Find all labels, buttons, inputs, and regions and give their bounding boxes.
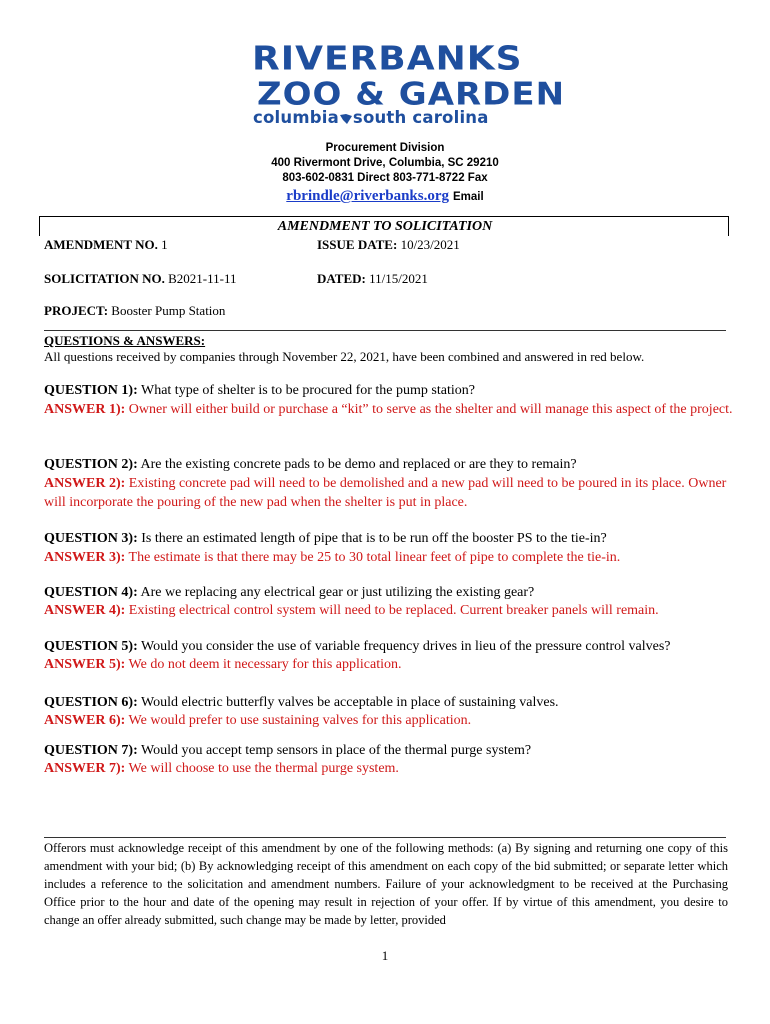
question-1-text: What type of shelter is to be procured for the pump station? xyxy=(140,383,475,398)
amendment-no-value: 1 xyxy=(161,237,168,252)
logo-city: columbia xyxy=(253,108,339,127)
answer-5-text: We do not deem it necessary for this application. xyxy=(128,657,402,672)
answer-5-label: ANSWER 5): xyxy=(44,657,126,672)
question-7-label: QUESTION 7): xyxy=(44,743,138,758)
qa-intro: All questions received by companies through November 22, 2021, have been combined and answered in red below. xyxy=(44,349,645,364)
dated-label: DATED: xyxy=(317,271,366,286)
email-link[interactable]: rbrindle@riverbanks.org xyxy=(286,188,449,204)
answer-2-text: Existing concrete pad will need to be demolished and a new pad will need to be poured in its place. Owner will incorporate the pouring of the new pad when the shelter is put in place. xyxy=(44,476,727,510)
question-1 xyxy=(44,382,475,400)
answer-4-label: ANSWER 4): xyxy=(44,603,126,618)
answer-6-label: ANSWER 6): xyxy=(44,713,126,728)
logo-zoo-garden: ZOO & GARDEN xyxy=(257,76,566,113)
answer-3-text: The estimate is that there may be 25 to 30 total linear feet of pipe to complete the tie-in. xyxy=(128,550,621,565)
question-5-label: QUESTION 5): xyxy=(44,639,138,654)
divider-top xyxy=(44,330,726,331)
question-3-label: QUESTION 3): xyxy=(44,531,138,546)
dated xyxy=(317,271,428,287)
answer-2 xyxy=(44,474,734,512)
procurement-division: Procurement Division xyxy=(325,142,445,154)
question-4-label: QUESTION 4): xyxy=(44,585,138,600)
answer-5 xyxy=(44,655,734,674)
logo-state: south carolina xyxy=(352,108,489,127)
question-5 xyxy=(44,638,671,656)
answer-1-text: Owner will either build or purchase a “kit” to serve as the shelter and will manage this aspect of the project. xyxy=(128,402,733,417)
answer-7-label: ANSWER 7): xyxy=(44,761,126,776)
email-line xyxy=(0,187,770,205)
project-label: PROJECT: xyxy=(44,303,109,318)
phone-fax: 803-602-0831 Direct 803-771-8722 Fax xyxy=(282,172,488,184)
solicitation-no-value: B2021-11-11 xyxy=(168,271,237,286)
answer-2-label: ANSWER 2): xyxy=(44,476,126,491)
logo-riverbanks: RIVERBANKS xyxy=(252,40,523,78)
solicitation-no xyxy=(44,271,237,287)
project xyxy=(44,303,225,319)
question-6-text: Would electric butterfly valves be acceptable in place of sustaining valves. xyxy=(140,695,559,710)
logo-location xyxy=(253,108,489,127)
question-2-label: QUESTION 2): xyxy=(44,457,138,472)
question-7-text: Would you accept temp sensors in place of the thermal purge system? xyxy=(140,743,532,758)
question-3 xyxy=(44,530,607,548)
answer-4-text: Existing electrical control system will need to be replaced. Current breaker panels will remain. xyxy=(128,603,659,618)
question-3-text: Is there an estimated length of pipe that is to be run off the booster PS to the tie-in? xyxy=(141,531,607,546)
answer-6-text: We would prefer to use sustaining valves for this application. xyxy=(128,713,472,728)
answer-1 xyxy=(44,400,734,419)
question-7 xyxy=(44,742,531,760)
answer-3-label: ANSWER 3): xyxy=(44,550,126,565)
answer-1-label: ANSWER 1): xyxy=(44,402,126,417)
answer-7 xyxy=(44,759,734,778)
issue-date xyxy=(317,237,460,253)
project-value: Booster Pump Station xyxy=(111,303,226,318)
amendment-no-label: AMENDMENT NO. xyxy=(44,237,158,252)
divider-bottom xyxy=(44,837,726,838)
question-5-text: Would you consider the use of variable frequency drives in lieu of the pressure control valves? xyxy=(140,639,671,654)
question-4 xyxy=(44,584,534,602)
acknowledgment-text: Offerors must acknowledge receipt of this amendment by one of the following methods: (a) By signing and returning one copy of this amendment with your bid; (b) By acknowledging receipt of this amendment on each copy of the bid submitted; or separate letter which includes a reference to the solicitation and amendment numbers. Failure of your acknowledgment to be received at the Purchasing Office prior to the hour and date of the opening may result in rejection of your offer. If by virtue of this amendment, you desire to change an offer already submitted, such change may be made by letter, provided xyxy=(44,841,728,927)
amendment-title: AMENDMENT TO SOLICITATION xyxy=(277,219,493,234)
issue-date-label: ISSUE DATE: xyxy=(317,237,398,252)
amendment-no xyxy=(44,237,168,253)
email-label: Email xyxy=(453,191,484,203)
answer-4 xyxy=(44,601,734,620)
question-2 xyxy=(44,456,577,474)
issue-date-value: 10/23/2021 xyxy=(400,237,460,252)
dated-value: 11/15/2021 xyxy=(369,271,428,286)
question-4-text: Are we replacing any electrical gear or just utilizing the existing gear? xyxy=(140,585,535,600)
question-6 xyxy=(44,694,559,712)
question-2-text: Are the existing concrete pads to be demo and replaced or are they to remain? xyxy=(140,457,577,472)
solicitation-no-label: SOLICITATION NO. xyxy=(44,271,165,286)
question-6-label: QUESTION 6): xyxy=(44,695,138,710)
qa-heading: QUESTIONS & ANSWERS: xyxy=(44,333,206,348)
answer-6 xyxy=(44,711,734,730)
address: 400 Rivermont Drive, Columbia, SC 29210 xyxy=(271,157,499,169)
answer-3 xyxy=(44,548,734,567)
question-1-label: QUESTION 1): xyxy=(44,383,138,398)
answer-7-text: We will choose to use the thermal purge system. xyxy=(128,761,399,776)
page-number: 1 xyxy=(381,948,389,963)
sc-state-icon xyxy=(340,114,352,124)
